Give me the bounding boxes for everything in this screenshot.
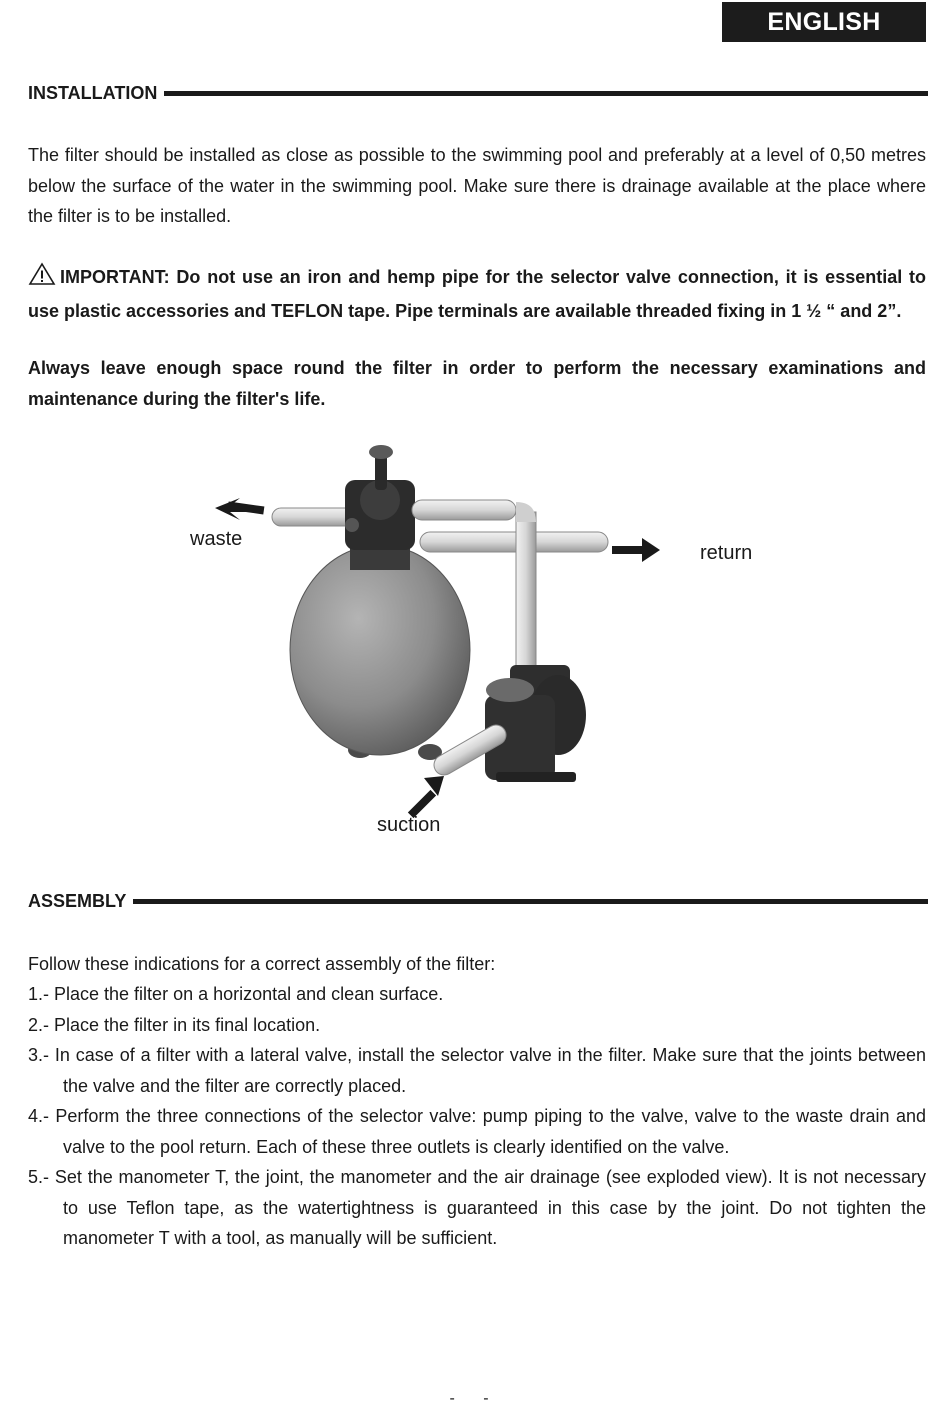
section-rule [164,91,928,96]
page-number: - - [449,1390,501,1407]
return-label: return [700,542,753,564]
language-badge: ENGLISH [722,2,926,42]
suction-label: suction [377,814,441,836]
installation-title: INSTALLATION [28,83,158,103]
warning-triangle-icon [28,262,56,296]
assembly-title: ASSEMBLY [28,891,127,911]
assembly-intro: Follow these indications for a correct assembly of the filter: [28,954,496,974]
list-item: 1.- Place the filter on a horizontal and clean surface. [28,984,444,1004]
list-item: 5.- Set the manometer T, the joint, the manometer and the air drainage (see exploded view). It is not necessary to use Teflon tape, as the watertightness is guaranteed in this case by the joint. Do not tighten the manometer T with a tool, as manually will be sufficient. [28,1167,926,1248]
installation-header [28,83,928,104]
space-note: Always leave enough space round the filter in order to perform the necessary examinations and maintenance during the filter's life. [28,358,926,409]
important-note [28,262,926,326]
filter-pump-illustration [180,440,780,840]
assembly-steps [28,979,926,1254]
important-text: IMPORTANT: Do not use an iron and hemp pipe for the selector valve connection, it is essential to use plastic accessories and TEFLON tape. Pipe terminals are available threaded fixing in 1 ½ “ and 2”. [28,267,926,321]
waste-label: waste [190,528,243,550]
list-item: 4.- Perform the three connections of the selector valve: pump piping to the valve, valve to the waste drain and valve to the pool return. Each of these three outlets is clearly identified on the valve. [28,1106,926,1157]
list-item: 2.- Place the filter in its final location. [28,1014,321,1035]
list-item: 3.- In case of a filter with a lateral valve, install the selector valve in the filter. Make sure that the joints between the valve and the filter are correctly placed. [28,1045,926,1096]
arrow-icon [215,498,264,520]
assembly-header [28,891,928,912]
installation-paragraph: The filter should be installed as close as possible to the swimming pool and preferably at a level of 0,50 metres below the surface of the water in the swimming pool. Make sure there is drainage available at the place where the filter is to be installed. [28,145,926,226]
section-rule [133,899,928,904]
